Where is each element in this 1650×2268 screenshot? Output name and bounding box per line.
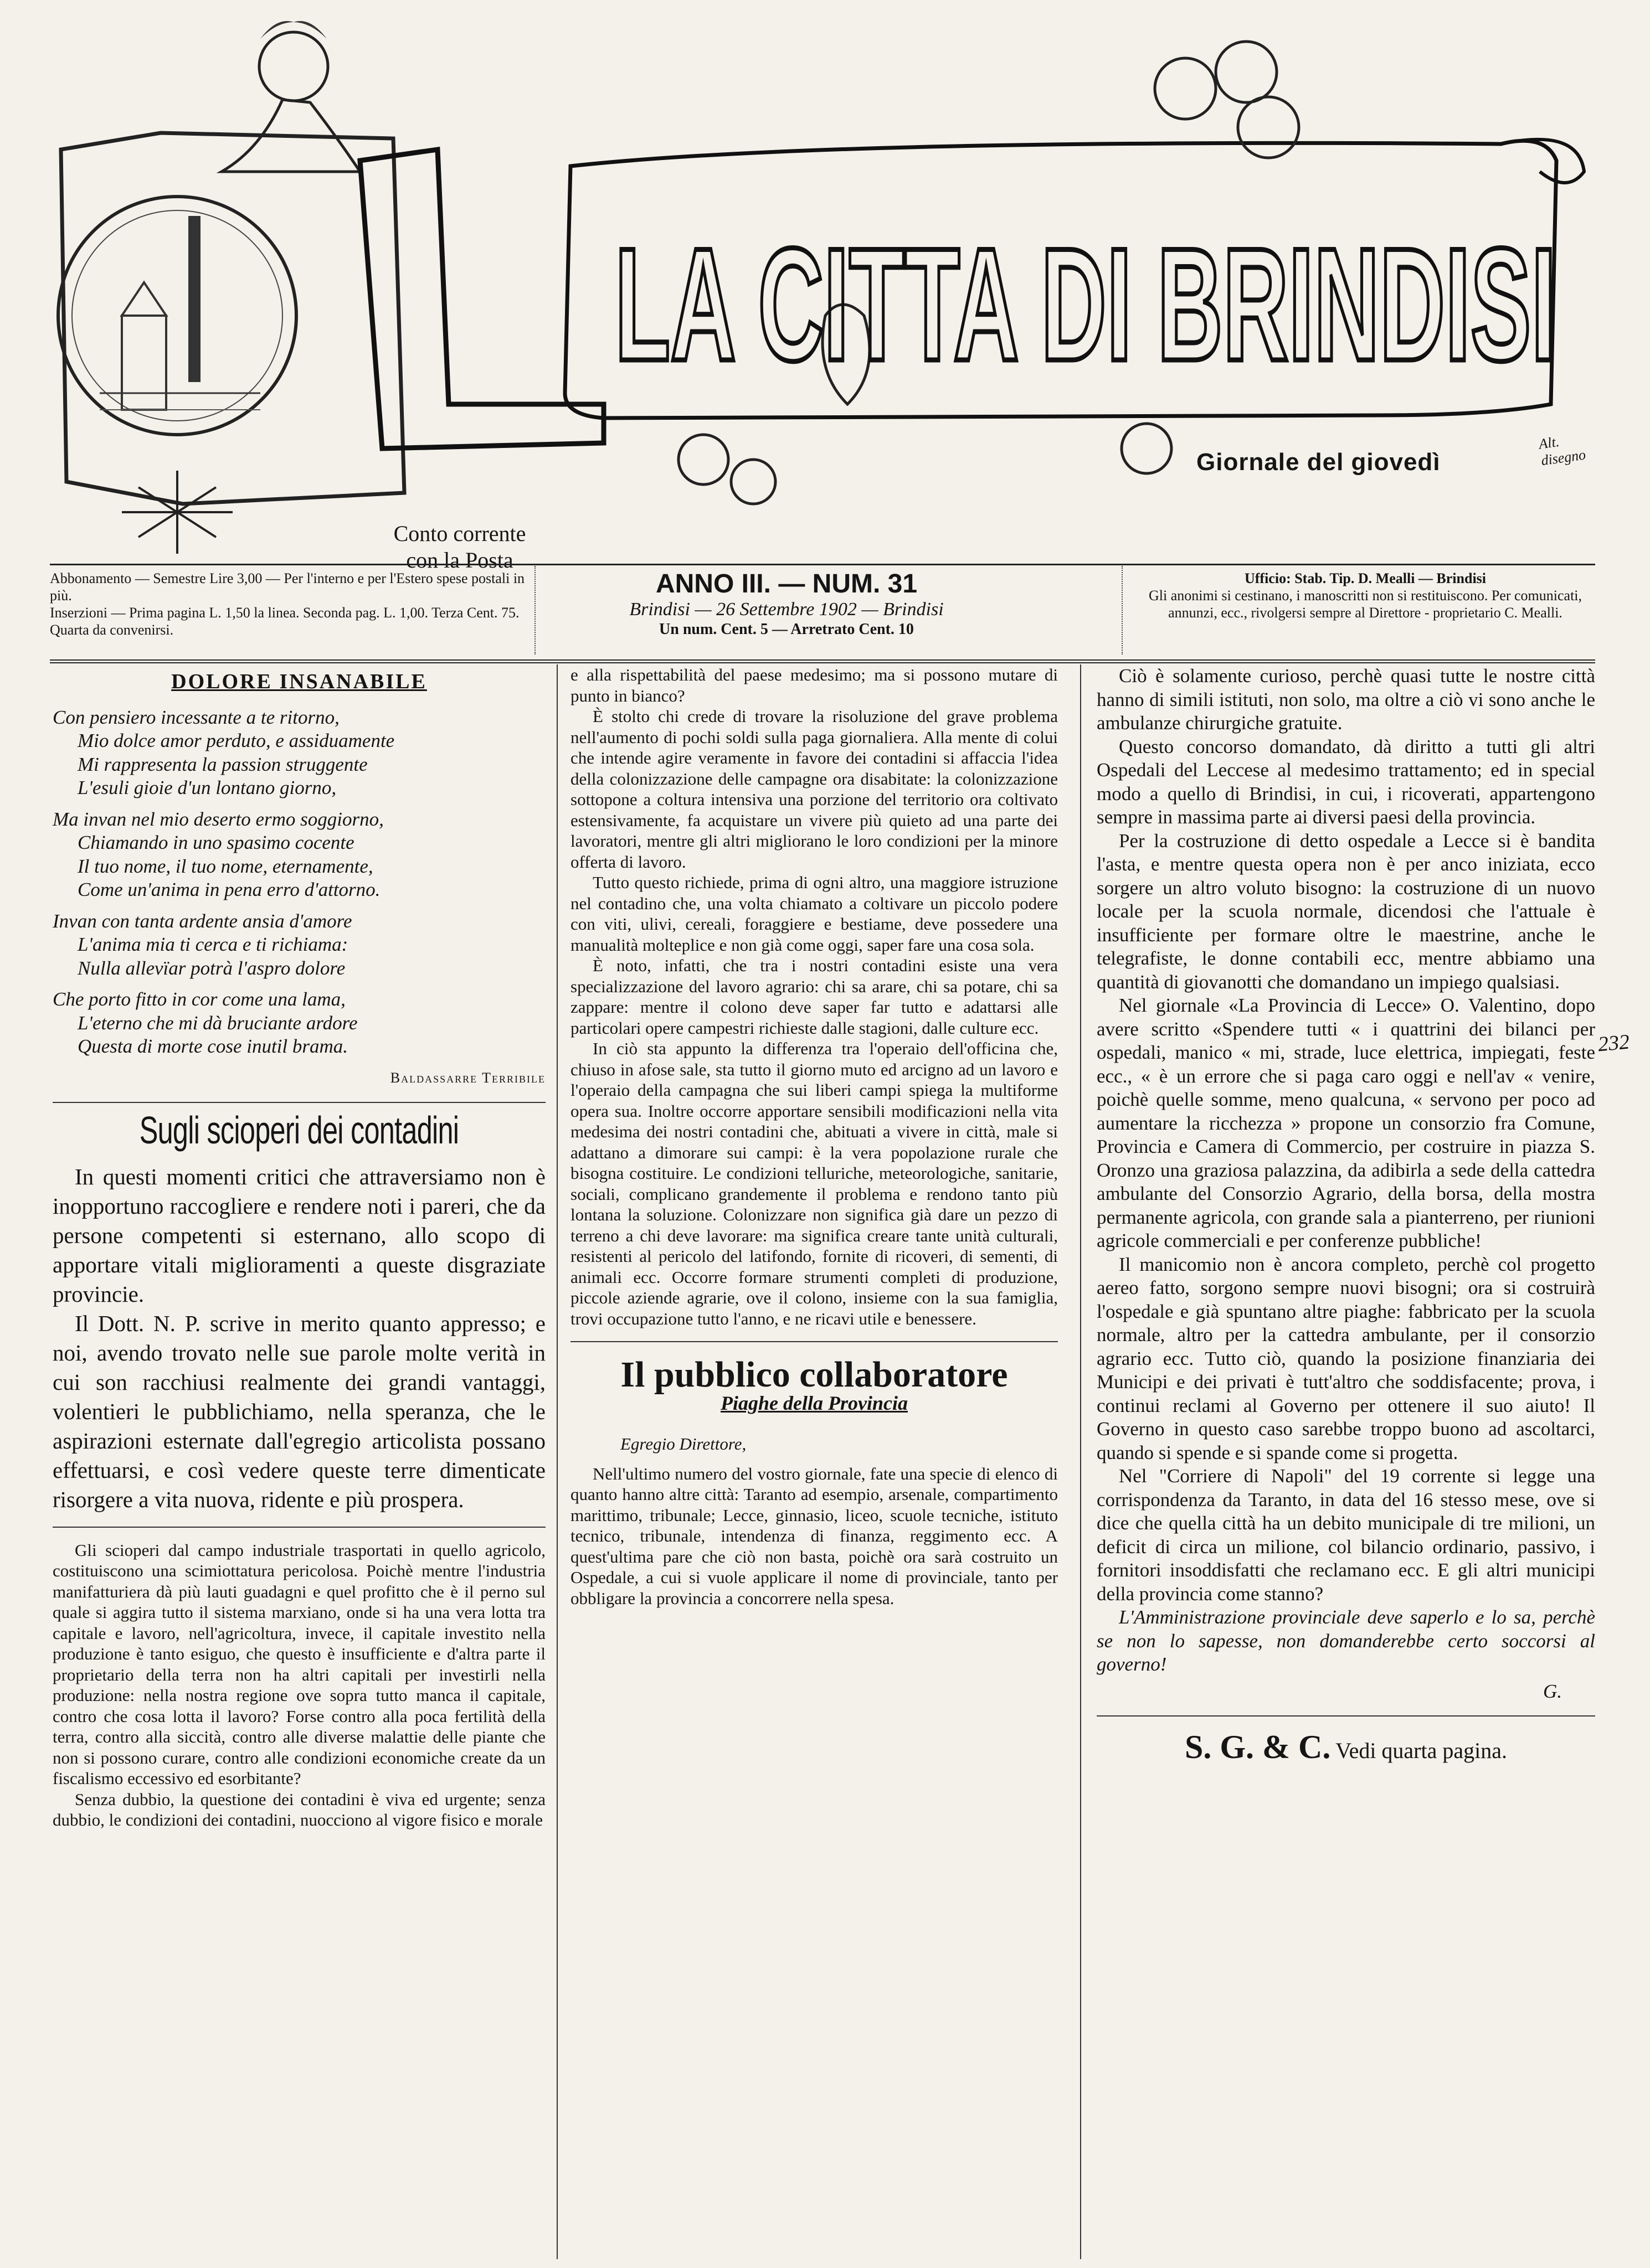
column-rule	[1080, 664, 1081, 2259]
issue-number: ANNO III. — NUM. 31	[655, 569, 918, 599]
info-divider	[534, 566, 536, 654]
poem-line: Con pensiero incessante a te ritorno,	[53, 706, 340, 728]
letter-salutation: Egregio Direttore,	[620, 1434, 747, 1453]
poem	[53, 706, 546, 1059]
advert-mark: S. G. & C.	[1185, 1729, 1331, 1765]
column-rule	[557, 664, 558, 2259]
issue-price: Un num. Cent. 5 — Arretrato Cent. 10	[659, 621, 914, 638]
poem-stanza	[53, 706, 546, 800]
section-headline: Il pubblico collaboratore	[620, 1354, 1008, 1395]
poem-line: Nulla allevïar potrà l'aspro dolore	[78, 957, 346, 979]
poem-title: DOLORE INSANABILE	[171, 670, 427, 693]
article-paragraph: e alla rispettabilità del paese medesimo; ma si possono mutare di punto in bianco?	[570, 665, 1058, 705]
margin-note: 232	[1597, 1030, 1631, 1056]
poem-line: Mi rappresenta la passion struggente	[78, 753, 368, 775]
poem-line: L'esuli gioie d'un lontano giorno,	[78, 777, 337, 798]
article-paragraph: Il manicomio non è ancora completo, perchè col progetto aereo fatto, sorgono sempre nuovi bisogni; ora si costruirà l'ospedale e già spuntano altre piaghe: fabbricato per la scuola normale, altro per la cattedra ambulante, per il consorzio agrario ecc. Tutto ciò, quando la posizione finanziaria dei Municipi e dei privati è tutt'altro che soddisfacente; prova, i continui reclami al Governo per ottenere il suo aiuto! Il Governo in questo caso sarebbe troppo buono ad ascoltarci, quando si spende e si spande come si progetta.	[1097, 1253, 1595, 1463]
poem-line: Mio dolce amor perduto, e assiduamente	[78, 730, 395, 751]
article-headline: Sugli scioperi dei contadini	[139, 1109, 459, 1152]
article-paragraph: Nell'ultimo numero del vostro giornale, fate una specie di elenco di quanto hanno altre città: Taranto ad esempio, arsenale, compartimento marittimo, tribunale; Lecce, ginnasio, liceo, scuole tecniche, istituto tecnico, tribunale, intendenza di finanza, reggimento ecc. A quest'ultima pare che ciò non basta, poichè ora sarà costruito un Ospedale, a cui si vuole applicare il nome di provinciale, tanto per obbligare la provincia a concorrere nella spesa.	[570, 1463, 1058, 1608]
article-paragraph: In ciò sta appunto la differenza tra l'operaio dell'officina che, chiuso in afose sale, sta tutto il giorno muto ed arcigno ad un lavoro e l'operaio della campagna che sui liberi campi spiega la multiforme opera sua. Inoltre occorre apportare sensibili modificazioni nella vita medesima dei nostri contadini che, abituati a vivere in città, male si adattano a dimorare sui campi: è la vera popolazione rurale che bisogna costituire. Le condizioni telluriche, meteorologiche, sanitarie, sociali, complicano grandemente il problema e rendono tanto più lontana la soluzione. Colonizzare non significa già dare un pezzo di terreno a chi deve lavorare: ma significa creare tante unità culturali, resistenti al pericolo del latifondo, fornite di ricoveri, di sementi, di animali ecc. Occorre formare strumenti completi di produzione, piccole aziende agrarie, ove il colono, insieme con la sua famiglia, trovi occupazione tutto l'anno, e ne ricavi utile e benessere.	[570, 1039, 1058, 1328]
poem-line: L'eterno che mi dà bruciante ardore	[78, 1012, 358, 1034]
article-paragraph: L'Amministrazione provinciale deve saperlo e lo sa, perchè se non lo sapesse, non domanderebbe certo soccorsi al governo!	[1097, 1606, 1595, 1675]
article-paragraph: Per la costruzione di detto ospedale a Lecce si è bandita l'asta, e mentre questa opera non è per anco iniziata, ecco sorgere un altro voluto bisogno: la costruzione di un nuovo locale per la scuola normale, dicendosi che l'attuale è insufficiente per formare oltre le maestrine, anche le telegrafiste, le donne contabili ecc, mentre abbiamo una quantità di giovanotti che domandano un impiego qualsiasi.	[1097, 829, 1595, 993]
article-paragraph: È stolto chi crede di trovare la risoluzione del grave problema nell'aumento di pochi soldi sulla paga giornaliera. Alla mente di colui che intende agire veramente in favore dei contadini si affaccia l'idea della colonizzazione delle campagne ora disabitate: la colonizzazione sottopone a coltura intensiva una porzione del territorio ora coltivato estensivamente, fa acquistare un vivere più quieto ad una parte dei lavoratori, mentre gli altri migliorano le loro condizioni per la minore offerta di lavoro.	[570, 707, 1058, 872]
column-3	[1097, 664, 1595, 1764]
anonimi-text: Gli anonimi si cestinano, i manoscritti non si restituiscono. Per comunicati, annunzi, ecc., rivolgersi sempre al Direttore - proprietario C. Mealli.	[1148, 587, 1582, 621]
abbonamento-text: Abbonamento — Semestre Lire 3,00 — Per l'interno e per l'Estero spese postali in più.	[50, 570, 525, 604]
poem-line: Il tuo nome, il tuo nome, eternamente,	[78, 855, 373, 877]
poem-stanza	[53, 808, 546, 902]
article-paragraph: Nel "Corriere di Napoli" del 19 corrente si legge una corrispondenza da Taranto, in data del 16 stesso mese, ove si dice che quella città ha un debito municipale di tre milioni, un deficit di circa un milione, col bilancio ordinario, passivo, i fornitori insoddisfatti che reclamano ecc. E gli altri municipi della provincia come stanno?	[1097, 1465, 1595, 1605]
article-paragraph: Ciò è solamente curioso, perchè quasi tutte le nostre città hanno di simili istituti, non solo, ma oltre a ciò vi sono anche le ambulanze chirurgiche gratuite.	[1097, 665, 1595, 734]
article-paragraph: Gli scioperi dal campo industriale trasportati in quello agricolo, costituiscono una scimiottatura pericolosa. Poichè mentre l'industria manifatturiera dà più lauti guadagni e quel profitto che è il perno sul quale si aggira tutto il sistema marxiano, onde si ha una vera lotta tra capitale e lavoro, nell'agricoltura, invece, il capitale investito nella produzione è tanto esiguo, che questo è insufficiente e d'altra parte il proprietario della terra non ha altri capitali per investirli nella produzione: nella nostra regione ove sopra tutto manca il capitale, contro che cosa lotta il lavoro? Forse contro alla poca fertilità della terra, contro alla siccità, contro alle diverse malattie delle piante che non si possono curare, contro alle condizioni economiche create da un fiscalismo eccessivo ed esorbitante?	[53, 1540, 546, 1788]
subscription-info	[50, 570, 526, 638]
poem-line: L'anima mia ti cerca e ti richiama:	[78, 934, 348, 955]
info-divider	[1122, 566, 1123, 654]
issue-date: Brindisi — 26 Settembre 1902 — Brindisi	[629, 599, 944, 620]
poem-stanza	[53, 988, 546, 1059]
article-paragraph: Tutto questo richiede, prima di ogni altro, una maggiore istruzione nel contadino che, una volta chiamato a coltivare un piccolo podere con viti, ulivi, cereali, foraggiere e bestiame, deve possedere una manualità molteplice e non già come oggi, saper fare una cosa sola.	[570, 873, 1058, 955]
article-paragraph: Questo concorso domandato, dà diritto a tutti gli altri Ospedali del Leccese al medesimo trattamento; ed in special modo a quello di Brindisi, in cui, i ricoverati, appartengono sempre in massima parte ai diversi paesi della provincia.	[1097, 735, 1595, 828]
article-paragraph: Senza dubbio, la questione dei contadini è viva ed urgente; senza dubbio, le condizioni dei contadini, nuocciono al vigore fisico e morale	[53, 1789, 546, 1829]
inserzioni-text: Inserzioni — Prima pagina L. 1,50 la linea. Seconda pag. L. 1,00. Terza Cent. 75. Quarta da convenirsi.	[50, 605, 520, 638]
advert-text: Vedi quarta pagina.	[1335, 1738, 1507, 1763]
letter-signature: G.	[1543, 1680, 1562, 1702]
ufficio-text: Ufficio: Stab. Tip. D. Mealli — Brindisi	[1244, 570, 1487, 586]
article-paragraph: Il Dott. N. P. scrive in merito quanto appresso; e noi, avendo trovato nelle sue parole molte verità in cui son racchiusi realmente dei grandi vantaggi, volentieri le pubblichiamo, nella speranza, che le aspirazioni esternate dall'egregio articolista possano effettuarsi, e così vedere queste terre dimenticate risorgere a vita nuova, ridente e più prospera.	[53, 1310, 546, 1512]
poem-line: Questa di morte cose inutil brama.	[78, 1035, 348, 1057]
divider	[53, 1102, 546, 1103]
poem-line: Come un'anima in pena erro d'attorno.	[78, 879, 381, 900]
poem-author: Baldassarre Terribile	[390, 1069, 546, 1086]
article-paragraph: Nel giornale «La Provincia di Lecce» O. Valentino, dopo avere scritto «Spendere tutti « i quattrini dei bilanci per ospedali, manico « mi, strade, luce elettrica, impiegati, feste ecc., « è un errore che si paga caro oggi e nell'av « venire, poichè quelle somme, meno qualcuna, « servono per poco ad aumentare la ricchezza » propone un consorzio fra Comune, Provincia e Camera di Commercio, per costruire in piazza S. Oronzo una graziosa palazzina, da adibirla a sede della cattedra ambulante del Consorzio Agrario, della borsa, della mostra permanente agricola, con grande sala a pianterreno, per riunioni agricole commerciali e per conferenze pubbliche!	[1097, 994, 1595, 1251]
poem-line: Ma invan nel mio deserto ermo soggiorno,	[53, 808, 384, 830]
article-subheadline: Piaghe della Provincia	[721, 1391, 908, 1414]
masthead	[50, 6, 1601, 573]
issue-info	[548, 570, 1025, 638]
masthead-subtitle: Giornale del giovedì	[1196, 449, 1441, 476]
poem-line: Che porto fitto in cor come una lama,	[53, 988, 346, 1010]
poem-stanza	[53, 910, 546, 981]
conto-corrente: Conto corrente con la Posta	[393, 521, 526, 573]
column-1	[53, 664, 546, 1831]
masthead-title: LA CITTA DI BRINDISI	[615, 215, 1556, 394]
column-2	[570, 664, 1058, 1609]
divider	[1097, 1715, 1595, 1717]
poem-line: Chiamando in uno spasimo cocente	[78, 832, 354, 853]
article-paragraph: È noto, infatti, che tra i nostri contadini esiste una vera specializzazione del lavoro agrario: chi sa arare, chi sa potare, chi sa zappare: mentre il colono deve saper far tutto e adattarsi alle particolari opere campestri richieste dalle stagioni, dalle culture ecc.	[570, 956, 1058, 1038]
advert-notice	[1097, 1729, 1595, 1765]
office-info	[1135, 570, 1595, 621]
article-paragraph: In questi momenti critici che attraversiamo non è inopportuno raccogliere e rendere noti i pareri, che da persone competenti si esternano, allo scopo di apportare vitali miglioramenti a queste disgraziate provincie.	[53, 1163, 546, 1307]
artist-signature: Alt. disegno	[1538, 433, 1587, 469]
poem-line: Invan con tanta ardente ansia d'amore	[53, 910, 352, 932]
divider	[53, 1527, 546, 1528]
divider	[570, 1341, 1058, 1342]
masthead-illustration	[50, 6, 1601, 559]
info-bar	[50, 564, 1595, 663]
